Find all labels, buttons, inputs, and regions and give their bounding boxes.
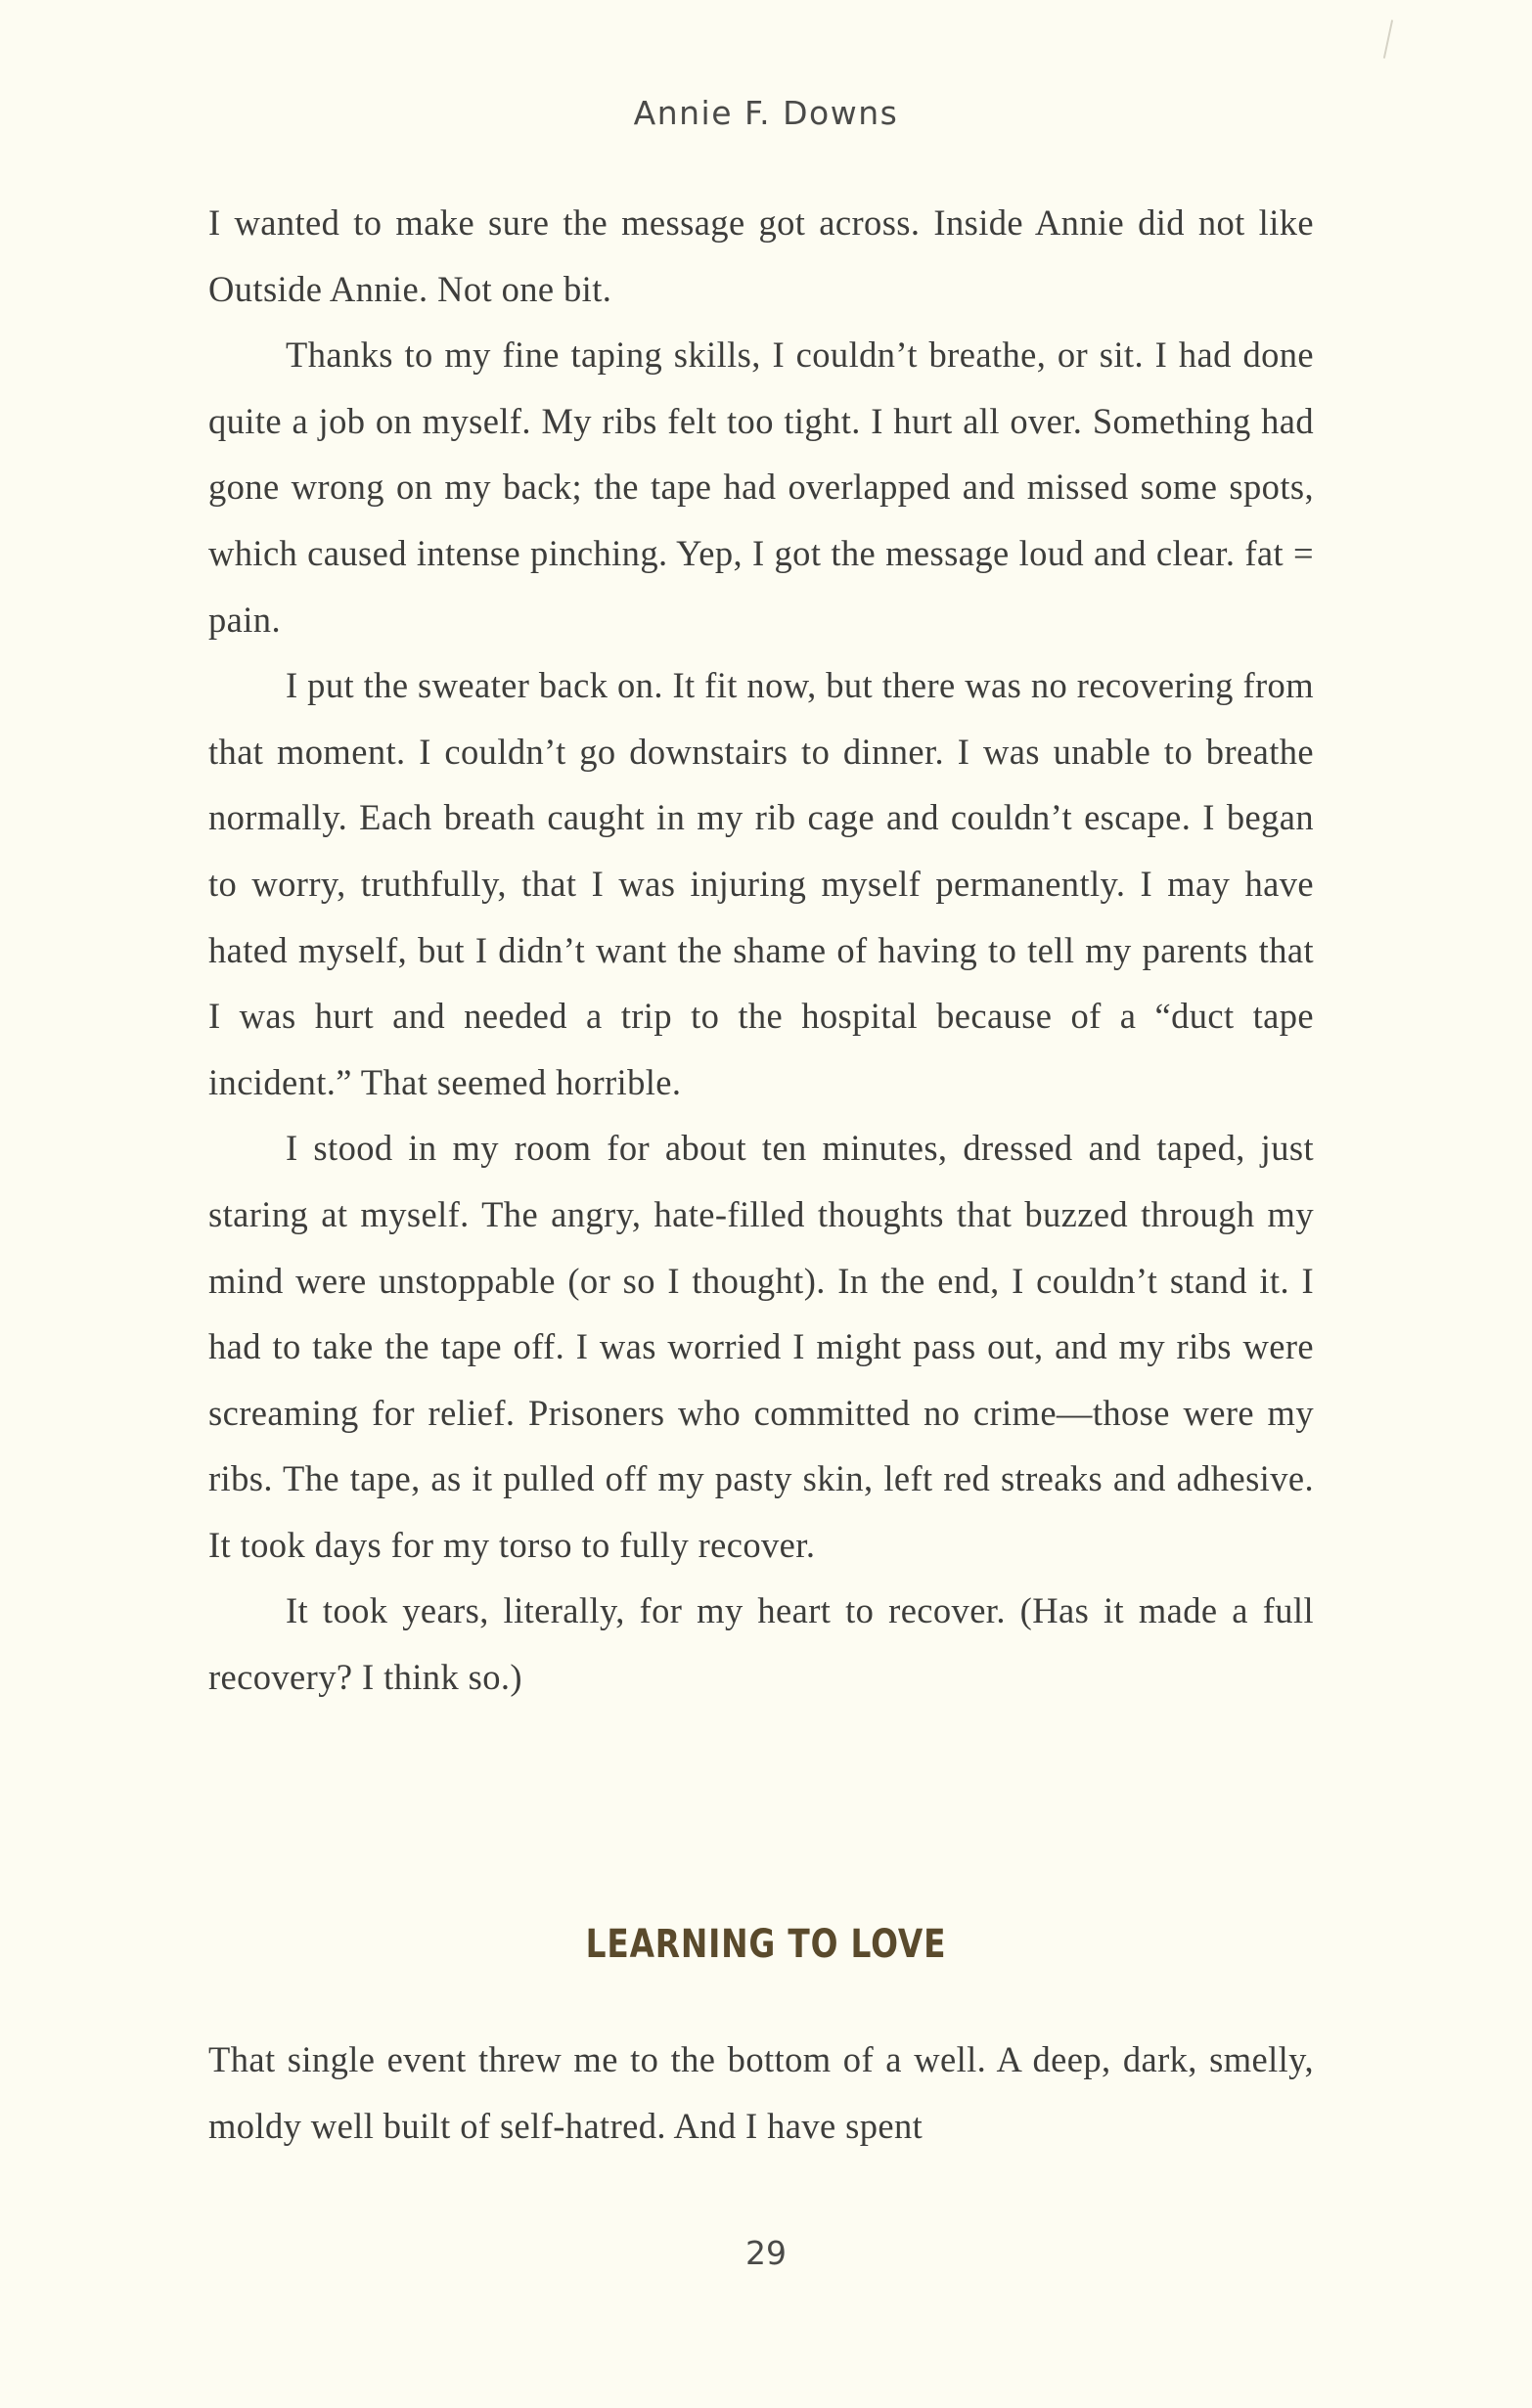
paragraph: Thanks to my fine taping skills, I couldn’t breathe, or sit. I had done quite a job on myself. My ribs felt too tight. I hurt all over. Something had gone wrong on my back; the tape had overlapped and missed some spots, which caused intense pinching. Yep, I got the message loud and clear. fat = pain. (208, 334, 1314, 640)
page-number: 29 (745, 2234, 787, 2272)
paragraph: It took years, literally, for my heart to recover. (Has it made a full recovery? I think so.) (208, 1590, 1314, 1698)
section-heading: LEARNING TO LOVE (585, 1922, 947, 1967)
paragraph: That single event threw me to the bottom of a well. A deep, dark, smelly, moldy well built of self-hatred. And I have spent (208, 2039, 1314, 2146)
scan-mark (1383, 20, 1393, 59)
paragraph: I put the sweater back on. It fit now, but there was no recovering from that moment. I couldn’t go downstairs to dinner. I was unable to breathe normally. Each breath caught in my rib cage and couldn’t escape. I began to worry, truthfully, that I was injuring myself permanently. I may have hated myself, but I didn’t want the shame of having to tell my parents that I was hurt and needed a trip to the hospital because of a “duct tape incident.” That seemed horrible. (208, 665, 1314, 1102)
paragraph: I wanted to make sure the message got across. Inside Annie did not like Outside Annie. Not one bit. (208, 202, 1314, 309)
section-body-text (208, 2027, 1314, 2159)
body-text (208, 190, 1314, 1711)
running-header: Annie F. Downs (633, 94, 899, 132)
paragraph: I stood in my room for about ten minutes, dressed and taped, just staring at myself. The angry, hate-filled thoughts that buzzed through my mind were unstoppable (or so I thought). In the end, I couldn’t stand it. I had to take the tape off. I was worried I might pass out, and my ribs were screaming for relief. Prisoners who committed no crime—those were my ribs. The tape, as it pulled off my pasty skin, left red streaks and adhesive. It took days for my torso to fully recover. (208, 1128, 1314, 1565)
